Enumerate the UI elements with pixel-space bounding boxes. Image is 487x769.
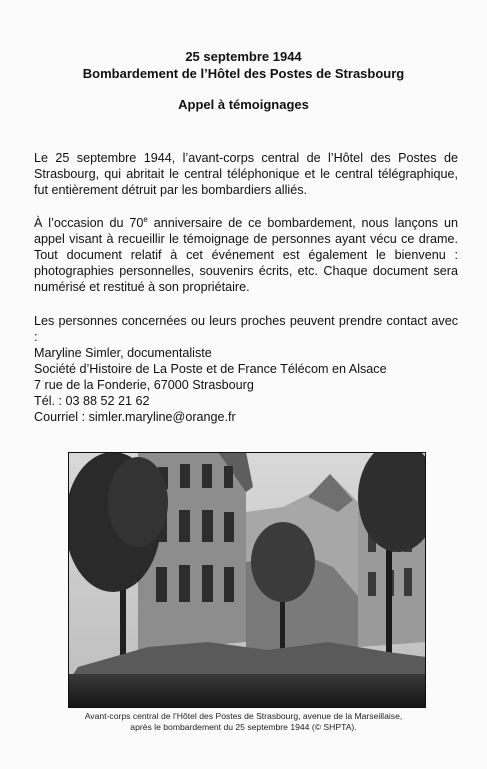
bombed-building-photo	[68, 452, 426, 708]
photo-caption	[0, 711, 487, 733]
contact-address: 7 rue de la Fonderie, 67000 Strasbourg	[34, 378, 254, 392]
contact-name: Maryline Simler, documentaliste	[34, 346, 212, 360]
document-header	[0, 48, 487, 113]
historic-photo	[68, 452, 426, 708]
header-appeal: Appel à témoignages	[178, 97, 309, 112]
contact-intro: Les personnes concernées ou leurs proches peuvent prendre contact avec :	[34, 314, 458, 344]
caption-line-2: après le bombardement du 25 septembre 1944 (© SHPTA).	[130, 722, 357, 732]
paragraph-history: Le 25 septembre 1944, l’avant-corps central de l’Hôtel des Postes de Strasbourg, qui abritait le central téléphonique et le central télégraphique, fut entièrement détruit par les bombardiers alliés.	[34, 151, 458, 197]
appeal-text-before: À l’occasion du 70	[34, 216, 144, 230]
header-date: 25 septembre 1944	[185, 49, 302, 64]
contact-block	[34, 313, 458, 425]
paragraph-appeal	[34, 215, 458, 295]
contact-email: Courriel : simler.maryline@orange.fr	[34, 410, 236, 424]
header-title: Bombardement de l’Hôtel des Postes de Strasbourg	[82, 66, 405, 81]
appeal-text-after: anniversaire de ce bombardement, nous lançons un appel visant à recueillir le témoignage de personnes ayant vécu ce drame. Tout document relatif à cet événement est également le bienvenu : photographies personnelles, souvenirs écrits, etc. Chaque document sera numérisé et restitué à son propriétaire.	[34, 216, 458, 294]
contact-organization: Société d’Histoire de La Poste et de France Télécom en Alsace	[34, 362, 387, 376]
ordinal-suffix: e	[143, 214, 148, 224]
contact-phone: Tél. : 03 88 52 21 62	[34, 394, 150, 408]
caption-line-1: Avant-corps central de l’Hôtel des Postes de Strasbourg, avenue de la Marseillaise,	[84, 711, 403, 721]
